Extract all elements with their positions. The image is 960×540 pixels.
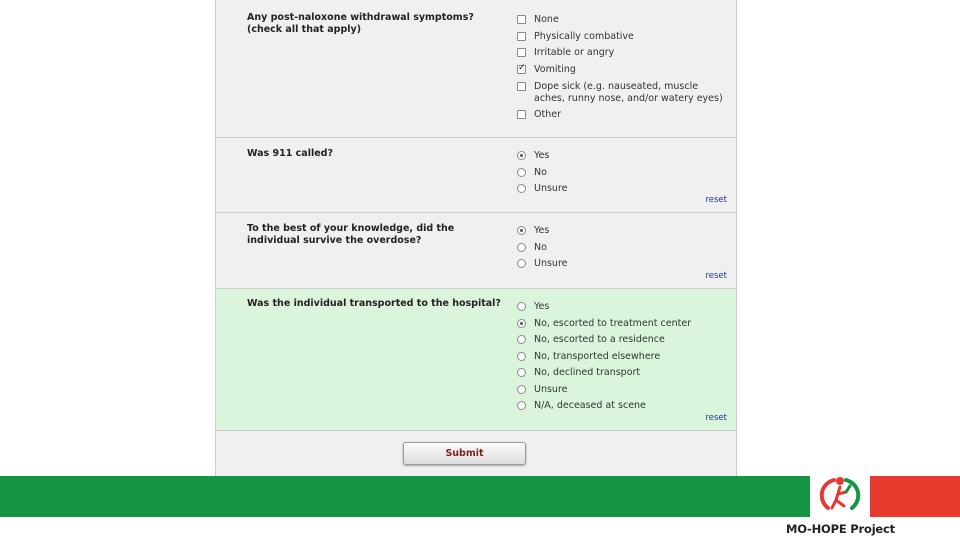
checkbox[interactable] bbox=[517, 110, 526, 119]
radio-button[interactable] bbox=[517, 335, 526, 344]
submit-button[interactable]: Submit bbox=[403, 442, 526, 465]
question-survived-overdose: To the best of your knowledge, did the individual survive the overdose? Yes No Unsure reset bbox=[216, 213, 736, 289]
radio-button[interactable] bbox=[517, 368, 526, 377]
radio-button[interactable] bbox=[517, 243, 526, 252]
reset-link[interactable]: reset bbox=[705, 271, 727, 281]
question-label: Was 911 called? bbox=[247, 148, 333, 159]
mo-hope-logo-icon bbox=[808, 470, 872, 522]
radio-button[interactable] bbox=[517, 168, 526, 177]
radio-button[interactable] bbox=[517, 385, 526, 394]
question-transported-hospital: Was the individual transported to the hospital? Yes No, escorted to treatment center No, escorted to a residence No, transported elsewhere No, declined transport Unsure N/A, deceased at scene reset bbox=[216, 289, 736, 431]
radio-button-selected[interactable] bbox=[517, 319, 526, 328]
reset-link[interactable]: reset bbox=[705, 195, 727, 205]
checkbox[interactable] bbox=[517, 82, 526, 91]
reset-link[interactable]: reset bbox=[705, 413, 727, 423]
radio-button[interactable] bbox=[517, 302, 526, 311]
question-withdrawal-symptoms: Any post-naloxone withdrawal symptoms? (check all that apply) None Physically combative Irritable or angry ✓ Vomiting Dope sick (e.g. nauseated, muscle aches, runny nose, and/or watery eyes) Other bbox=[216, 0, 736, 138]
question-label: Any post-naloxone withdrawal symptoms? (check all that apply) bbox=[247, 12, 474, 35]
radio-button[interactable] bbox=[517, 259, 526, 268]
question-911-called: Was 911 called? Yes No Unsure reset bbox=[216, 138, 736, 213]
radio-button-selected[interactable] bbox=[517, 151, 526, 160]
checkbox-checked[interactable] bbox=[517, 65, 526, 74]
radio-button-selected[interactable] bbox=[517, 226, 526, 235]
brand-name: MO-HOPE Project bbox=[786, 522, 895, 536]
survey-form bbox=[215, 0, 737, 476]
radio-button[interactable] bbox=[517, 352, 526, 361]
footer-band-green bbox=[0, 476, 810, 517]
radio-button[interactable] bbox=[517, 184, 526, 193]
checkmark-icon: ✓ bbox=[518, 63, 526, 73]
checkbox[interactable] bbox=[517, 15, 526, 24]
question-label: To the best of your knowledge, did the individual survive the overdose? bbox=[247, 223, 455, 246]
checkbox[interactable] bbox=[517, 48, 526, 57]
question-label: Was the individual transported to the hospital? bbox=[247, 298, 501, 309]
checkbox[interactable] bbox=[517, 32, 526, 41]
footer-band-red bbox=[870, 476, 960, 517]
radio-button[interactable] bbox=[517, 401, 526, 410]
